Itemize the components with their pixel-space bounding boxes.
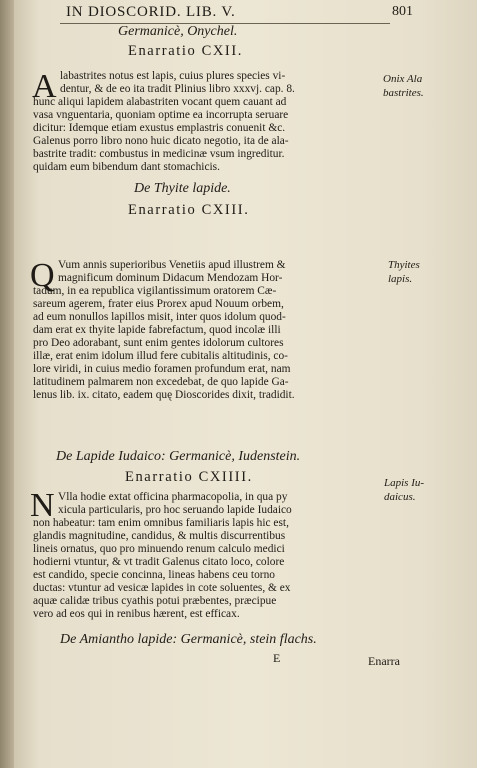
text-line: dicitur: Idemque etiam exustus emplastris conuenit &c. bbox=[33, 122, 286, 134]
enarratio-title: Enarratio CXIII. bbox=[128, 202, 250, 218]
text-line: lore viridi, in cuius medio foramen profundum erat, nam bbox=[33, 363, 291, 375]
drop-capital: A bbox=[32, 68, 57, 105]
text-line: vero ad eos qui in renibus hærent, est efficax. bbox=[33, 608, 240, 620]
binding-gutter bbox=[0, 0, 14, 768]
enarratio-title: Enarratio CXII. bbox=[128, 43, 243, 59]
text-line: Galenus porro libro nono huic dicato negotio, ita de ala- bbox=[33, 135, 289, 147]
margin-note: Thyites lapis. bbox=[388, 259, 420, 285]
signature-mark: E bbox=[273, 651, 281, 665]
text-line: pro Deo adorabant, sunt enim gentes idolorum cultores bbox=[33, 337, 284, 349]
catchword: Enarra bbox=[368, 654, 400, 668]
running-title: IN DIOSCORID. LIB. V. bbox=[66, 4, 236, 20]
drop-capital: Q bbox=[30, 257, 55, 294]
text-line: lineis ornatus, quo pro minuendo renum calculo medici bbox=[33, 543, 285, 555]
text-line: est candido, specie concinna, lineas habens ceu torno bbox=[33, 569, 275, 581]
text-line: lenus lib. ix. citato, eadem quę Dioscorides dixit, tradidit. bbox=[33, 389, 295, 401]
section-heading: De Lapide Iudaico: Germanicè, Iudenstein. bbox=[56, 449, 301, 464]
text-line: Vum annis superioribus Venetiis apud illustrem & bbox=[58, 259, 286, 271]
section-heading: Germanicè, Onychel. bbox=[118, 24, 238, 39]
margin-note: Onix Ala bastrites. bbox=[383, 73, 424, 99]
section-heading: De Amiantho lapide: Germanicè, stein flachs. bbox=[60, 632, 317, 647]
enarratio-title: Enarratio CXIIII. bbox=[125, 469, 253, 485]
margin-note: Lapis Iu- daicus. bbox=[384, 477, 425, 503]
text-line: glandis magnitudine, candidus, & multis discurrentibus bbox=[33, 530, 286, 542]
text-line: dam erat ex thyite lapide fabrefactum, quod incolæ illi bbox=[33, 324, 281, 336]
text-line: illæ, erat enim idolum illud fere cubitalis altitudinis, co- bbox=[33, 350, 288, 362]
text-line: labastrites notus est lapis, cuius plures species vi- bbox=[60, 70, 286, 82]
text-line: xicula particularis, pro hoc seruando lapide Iudaico bbox=[58, 504, 292, 516]
text-line: tadum, in ea republica vigilantissimum oratorem Cæ- bbox=[33, 285, 277, 297]
text-line: magnificum dominum Didacum Mendozam Hor- bbox=[58, 272, 283, 284]
text-line: hodierni vtuntur, & vt tradit Galenus citato loco, colore bbox=[33, 556, 285, 568]
section-heading: De Thyite lapide. bbox=[134, 181, 231, 196]
text-line: sareum agerem, frater eius Prorex apud Nouum orbem, bbox=[33, 298, 284, 310]
text-line: bastrite tradit: combustus in medicinæ vsum ingreditur. bbox=[33, 148, 285, 160]
text-line: hunc aliqui lapidem alabastriten vocant quem cauant ad bbox=[33, 96, 287, 108]
text-line: Vlla hodie extat officina pharmacopolia, in qua py bbox=[58, 491, 288, 503]
text-line: quidam eum bibendum dant stomachicis. bbox=[33, 161, 220, 173]
text-line: ductas: vtuntur ad vesicæ lapides in cote soluentes, & ex bbox=[33, 582, 291, 594]
text-line: vasa vnguentaria, quoniam optime ea incorrupta seruare bbox=[33, 109, 289, 121]
folio-number: 801 bbox=[392, 4, 413, 19]
text-line: dentur, & de eo ita tradit Plinius libro xxxvj. cap. 8. bbox=[60, 83, 295, 95]
text-line: non habeatur: tam enim omnibus familiaris lapis hic est, bbox=[33, 517, 289, 529]
text-line: ad eum nonullos lapillos misit, inter quos idolum quod- bbox=[33, 311, 286, 323]
text-line: latitudinem palmarem non excedebat, de quo lapide Ga- bbox=[33, 376, 289, 388]
text-line: aquæ calidæ tribus cyathis potui præbentes, præcipue bbox=[33, 595, 277, 607]
drop-capital: N bbox=[30, 487, 55, 524]
